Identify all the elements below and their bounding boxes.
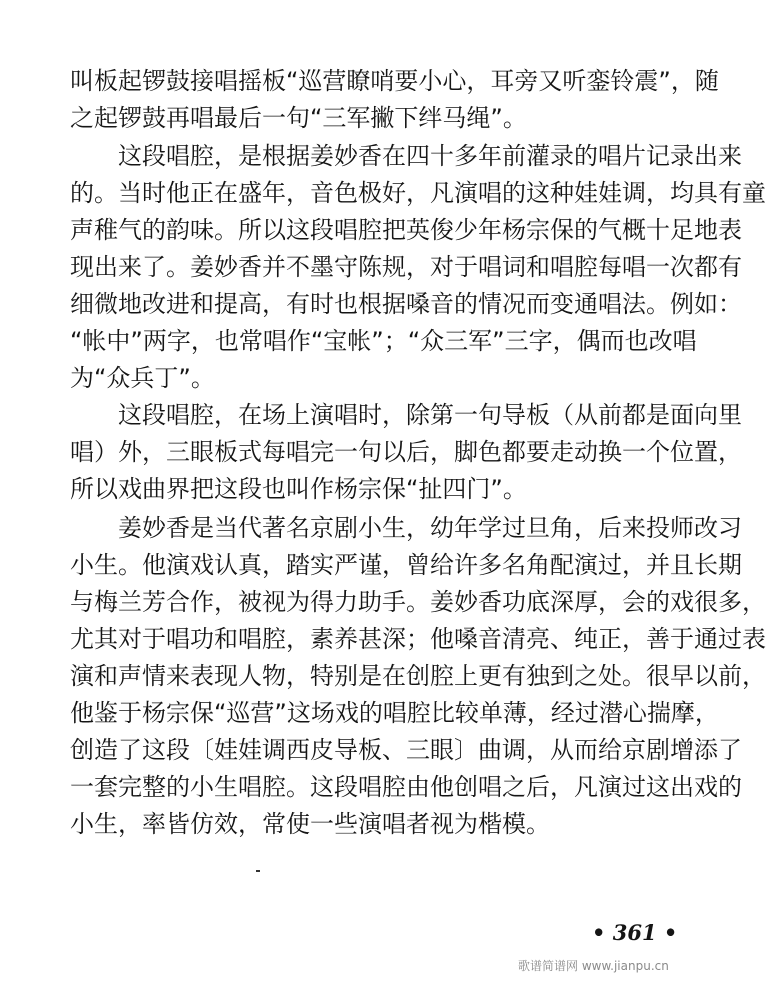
text-line: 创造了这段〔娃娃调西皮导板、三眼〕曲调，从而给京剧增添了 xyxy=(70,736,742,764)
text-line: 的。当时他正在盛年，音色极好，凡演唱的这种娃娃调，均具有童 xyxy=(70,179,766,207)
text-line: 唱）外，三眼板式每唱完一句以后，脚色都要走动换一个位置， xyxy=(70,438,742,466)
page-number: • 361 • xyxy=(592,920,678,945)
text-line: 与梅兰芳合作，被视为得力助手。姜妙香功底深厚，会的戏很多， xyxy=(70,588,766,616)
text-line: 他鉴于杨宗保“巡营”这场戏的唱腔比较单薄，经过潜心揣摩， xyxy=(70,699,719,727)
text-line: 现出来了。姜妙香并不墨守陈规，对于唱词和唱腔每唱一次都有 xyxy=(70,253,742,281)
text-line: 演和声情来表现人物，特别是在创腔上更有独到之处。很早以前， xyxy=(70,662,766,690)
text-line: 小生，率皆仿效，常使一些演唱者视为楷模。 xyxy=(70,810,550,838)
text-line: 所以戏曲界把这段也叫作杨宗保“扯四门”。 xyxy=(70,475,527,503)
text-line: 细微地改进和提高，有时也根据嗓音的情况而变通唱法。例如： xyxy=(70,290,742,318)
text-line: 小生。他演戏认真，踏实严谨，曾给许多名角配演过，并且长期 xyxy=(70,551,742,579)
watermark: 歌谱简谱网 www.jianpu.cn xyxy=(518,959,669,973)
text-line: 姜妙香是当代著名京剧小生，幼年学过旦角，后来投师改习 xyxy=(118,514,742,542)
text-line: “帐中”两字，也常唱作“宝帐”；“众三军”三字，偶而也改唱 xyxy=(70,327,697,355)
text-line: 声稚气的韵味。所以这段唱腔把英俊少年杨宗保的气概十足地表 xyxy=(70,216,742,244)
text-line: 为“众兵丁”。 xyxy=(70,364,215,392)
text-line: 叫板起锣鼓接唱摇板“巡营瞭哨要小心，耳旁又听銮铃震”，随 xyxy=(70,67,719,95)
text-line: 这段唱腔，在场上演唱时，除第一句导板（从前都是面向里 xyxy=(118,401,742,429)
text-line: 尤其对于唱功和唱腔，素养甚深；他嗓音清亮、纯正，善于通过表 xyxy=(70,625,766,653)
text-line: 一套完整的小生唱腔。这段唱腔由他创唱之后，凡演过这出戏的 xyxy=(70,773,742,801)
print-speck xyxy=(256,870,260,872)
text-line: 这段唱腔，是根据姜妙香在四十多年前灌录的唱片记录出来 xyxy=(118,142,742,170)
text-line: 之起锣鼓再唱最后一句“三军撇下绊马绳”。 xyxy=(70,104,527,132)
